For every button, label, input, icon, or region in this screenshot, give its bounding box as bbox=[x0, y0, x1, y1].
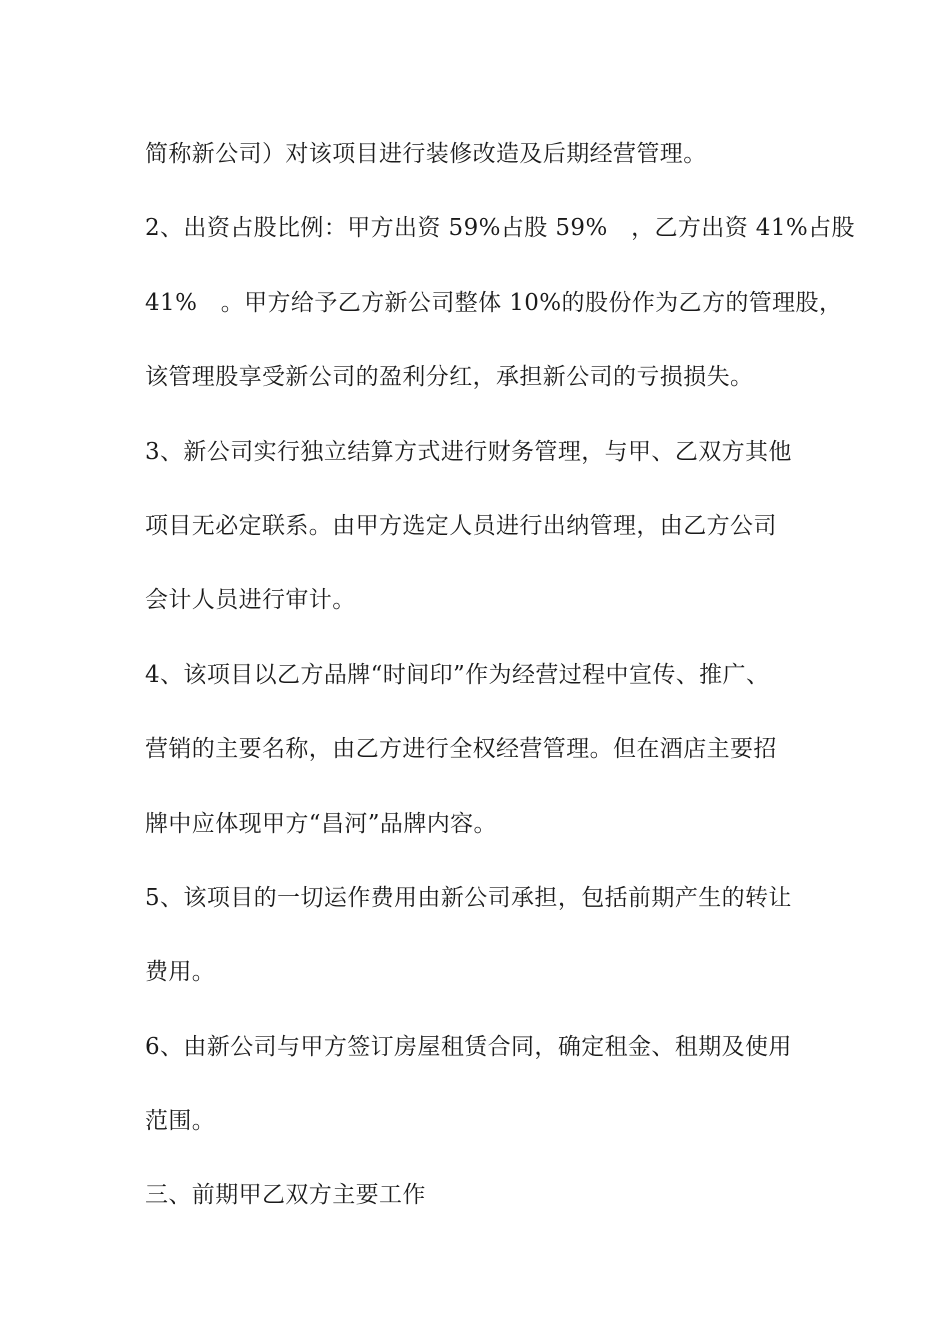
section-heading: 三、前期甲乙双方主要工作 bbox=[145, 1182, 426, 1209]
text-line: 项目无必定联系。由甲方选定人员进行出纳管理，由乙方公司 bbox=[145, 512, 777, 539]
text-line: 该管理股享受新公司的盈利分红，承担新公司的亏损损失。 bbox=[145, 364, 754, 391]
text-line: 41% 。甲方给予乙方新公司整体 10%的股份作为乙方的管理股， bbox=[145, 289, 843, 316]
text-line: 2、出资占股比例：甲方出资 59%占股 59% ，乙方出资 41%占股 bbox=[145, 215, 855, 242]
body-text bbox=[145, 124, 855, 1240]
text-line: 会计人员进行审计。 bbox=[145, 587, 356, 614]
text-line: 范围。 bbox=[145, 1108, 216, 1135]
text-line: 6、由新公司与甲方签订房屋租赁合同，确定租金、租期及使用 bbox=[145, 1033, 792, 1060]
text-line: 5、该项目的一切运作费用由新公司承担，包括前期产生的转让 bbox=[145, 884, 792, 911]
text-line: 4、该项目以乙方品牌“时间印”作为经营过程中宣传、推广、 bbox=[145, 661, 770, 688]
text-line: 费用。 bbox=[145, 959, 216, 986]
text-line: 3、新公司实行独立结算方式进行财务管理，与甲、乙双方其他 bbox=[145, 438, 792, 465]
text-line: 简称新公司）对该项目进行装修改造及后期经营管理。 bbox=[145, 141, 707, 167]
text-line: 营销的主要名称，由乙方进行全权经营管理。但在酒店主要招 bbox=[145, 736, 777, 763]
text-line: 牌中应体现甲方“昌河”品牌内容。 bbox=[145, 810, 497, 837]
